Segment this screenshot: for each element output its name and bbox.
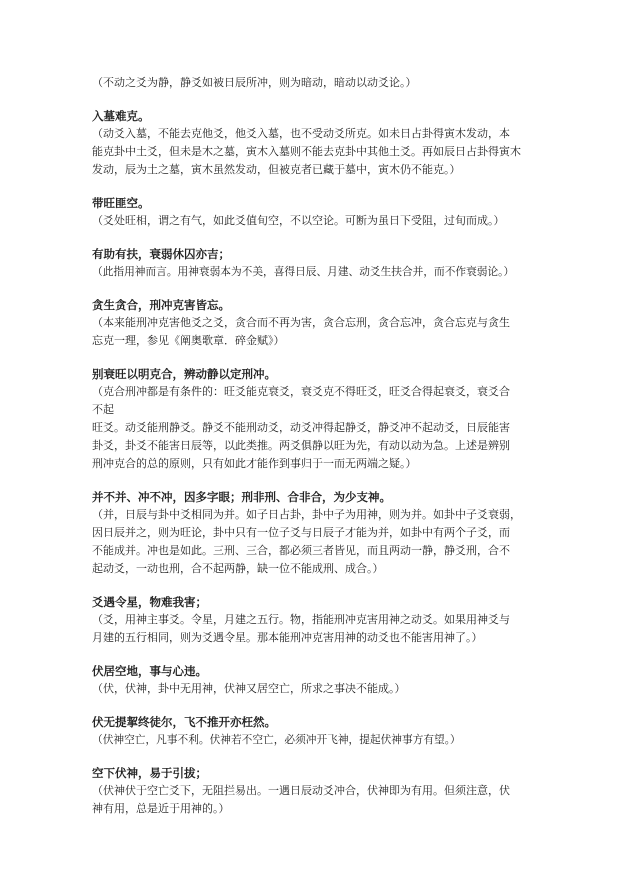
section-text-line: 刑冲克合的总的原则，只有如此才能作到事归于一而无两端之疑。） <box>92 457 417 470</box>
section-text-line: （爻，用神主事爻。令星，月建之五行。物，指能刑冲克害用神之动爻。如果用神爻与 <box>92 613 510 626</box>
section-heading: 爻遇令星，物难我害； <box>92 595 207 609</box>
section-heading: 并不并、冲不冲，因多字眼；刑非刑、合非合，为少支神。 <box>92 490 391 504</box>
section-heading: 有助有扶，衰弱休囚亦吉； <box>92 247 230 261</box>
section-heading: 空下伏神，易于引拔； <box>92 766 207 780</box>
section-heading: 别衰旺以明克合，辨动静以定刑冲。 <box>92 367 276 381</box>
section-kong-xia-fu-shen <box>92 764 547 818</box>
section-heading: 伏无提挈终徒尔，飞不推开亦枉然。 <box>92 715 276 729</box>
section-text-line: 不能成并。冲也是如此。三刑、三合，都必须三者皆见，而且两动一静，静爻刑，合不 <box>92 544 510 557</box>
section-text-line: （伏，伏神，卦中无用神，伏神又居空亡，所求之事决不能成。） <box>92 682 406 695</box>
section-fu-ju-kong-di <box>92 662 547 698</box>
section-text-line: （伏神伏于空亡爻下，无阻拦易出。一遇日辰动爻冲合，伏神即为有用。但须注意，伏 <box>92 784 510 797</box>
section-text-line: （伏神空亡，凡事不利。伏神若不空亡，必须冲开飞神，提起伏神事方有望。） <box>92 733 461 746</box>
section-yao-yu-ling-xing <box>92 593 547 647</box>
section-text-line: 旺爻。动爻能刑静爻。静爻不能刑动爻，动爻冲得起静爻，静爻冲不起动爻，日辰能害 <box>92 421 510 434</box>
section-text-line: （动爻入墓，不能去克他爻，他爻入墓，也不受动爻所克。如未日占卦得寅木发动，本 <box>92 127 510 140</box>
section-fu-wu-ti-qie <box>92 713 547 749</box>
section-text-line: 起动爻，一动也刑，合不起两静，缺一位不能成刑、成合。） <box>92 562 384 575</box>
section-heading: 贪生贪合，刑冲克害皆忘。 <box>92 298 230 312</box>
section-ru-mu-nan-ke <box>92 107 547 179</box>
section-bie-shuai-wang <box>92 365 547 473</box>
section-text-line: 不起 <box>92 403 114 416</box>
section-text-line: 因日辰并之，则为旺论，卦中只有一位子爻与日辰子才能为并，如卦中有两个子爻，而 <box>92 526 510 539</box>
section-text-line: 发动，辰为土之墓，寅木虽然发动，但被克者已藏于墓中，寅木仍不能克。） <box>92 163 461 176</box>
section-text-line: （克合刑冲都是有条件的：旺爻能克衰爻，衰爻克不得旺爻，旺爻合得起衰爻，衰爻合 <box>92 385 510 398</box>
intro-paragraph: （不动之爻为静，静爻如被日辰所冲，则为暗动，暗动以动爻论。） <box>92 76 417 89</box>
section-heading: 伏居空地，事与心违。 <box>92 664 207 678</box>
section-heading: 入墓难克。 <box>92 109 150 123</box>
section-text-line: （此指用神而言。用神衰弱本为不美，喜得日辰、月建、动爻生扶合并，而不作衰弱论。） <box>92 265 515 278</box>
section-text-line: 卦爻，卦爻不能害日辰等，以此类推。两爻俱静以旺为先，有动以动为急。上述是辨别 <box>92 439 510 452</box>
section-text-line: 能克卦中土爻，但未是木之墓，寅木入墓则不能去克卦中其他土爻。再如辰日占卦得寅木 <box>92 145 521 158</box>
section-text-line: （并，日辰与卦中爻相同为并。如子日占卦，卦中子为用神，则为并。如卦中子爻衰弱， <box>92 508 521 521</box>
section-text-line: （本来能刑冲克害他爻之爻，贪合而不再为害，贪合忘刑，贪合忘冲，贪合忘克与贪生 <box>92 316 510 329</box>
section-text-line: 月建的五行相同，则为爻遇令星。那本能刑冲克害用神的动爻也不能害用神了。） <box>92 631 483 644</box>
section-dai-wang-fei-kong <box>92 194 547 230</box>
section-bing-bu-bing <box>92 488 547 578</box>
section-text-line: （爻处旺相，谓之有气，如此爻值旬空，不以空论。可断为虽日下受阻，过旬而成。） <box>92 214 505 227</box>
section-text-line: 忘克一理，参见《阐奥歌章．碎金赋》） <box>92 334 285 347</box>
section-tan-sheng-tan-he <box>92 296 547 350</box>
document-content <box>92 74 547 833</box>
section-heading: 带旺匪空。 <box>92 196 150 210</box>
section-you-zhu-you-fu <box>92 245 547 281</box>
section-text-line: 神有用，总是近于用神的。） <box>92 802 230 815</box>
